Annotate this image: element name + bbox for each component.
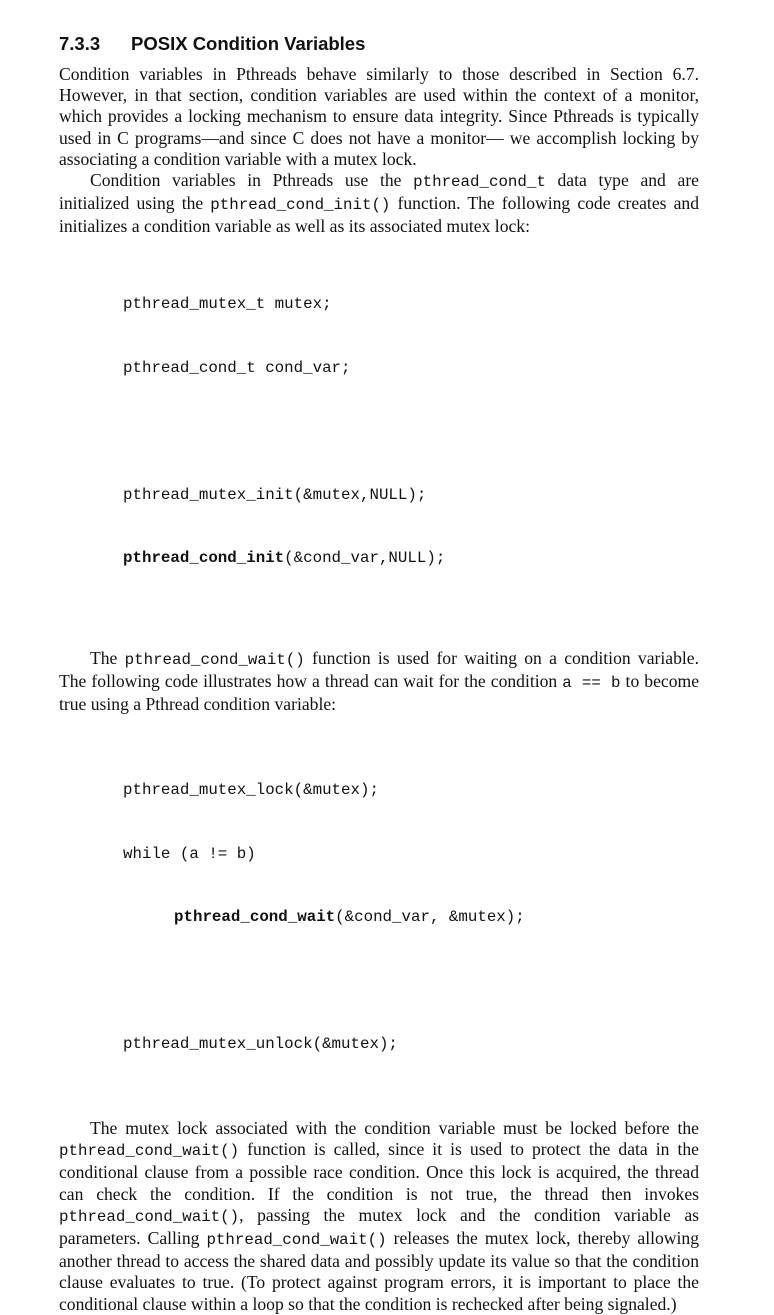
section-number: 7.3.3 (59, 33, 101, 54)
document-page (59, 30, 699, 1315)
section-heading (59, 30, 699, 58)
code-line: pthread_cond_t cond_var; (123, 358, 351, 377)
code-condition: a == b (562, 674, 621, 693)
code-line: pthread_cond_init(&cond_var,NULL); (123, 549, 446, 568)
section-title: POSIX Condition Variables (131, 33, 366, 54)
code-line: pthread_mutex_t mutex; (123, 295, 332, 314)
code-pthread-cond-wait: pthread_cond_wait() (124, 651, 305, 669)
code-line: pthread_mutex_lock(&mutex); (123, 781, 379, 800)
code-line: pthread_cond_wait(&cond_var, &mutex); (174, 908, 525, 927)
code-block-init (123, 252, 699, 612)
paragraph-wait: The pthread_cond_wait() function is used for waiting on a condition variable. The following code illustrates how a thread can wait for the condition a == b to become true using a Pthread condition variable: (59, 648, 699, 715)
code-line: while (a != b) (123, 844, 256, 863)
code-line: pthread_mutex_init(&mutex,NULL); (123, 485, 427, 504)
code-pthread-cond-init: pthread_cond_init() (210, 196, 391, 215)
code-line: pthread_mutex_unlock(&mutex); (123, 1035, 398, 1054)
code-pthread-cond-t: pthread_cond_t (413, 173, 546, 192)
paragraph-data-type: Condition variables in Pthreads use the pthread_cond_t data type and are initialized using the pthread_cond_init() function. The following code creates and initializes a condition variable as well as its associated mutex lock: (59, 170, 699, 237)
code-block-wait (123, 738, 699, 1098)
paragraph-intro: Condition variables in Pthreads behave similarly to those described in Section 6.7. However, in that section, condition variables are used within the context of a monitor, which provides a locking mechanism to ensure data integrity. Since Pthreads is typically used in C programs—and since C does not have a monitor— we accomplish locking by associating a condition variable with a mutex lock. (59, 64, 699, 169)
paragraph-explanation: The mutex lock associated with the condition variable must be locked before the pthread_cond_wait() function is called, since it is used to protect the data in the conditional clause from a possible race condition. Once this lock is acquired, the thread can check the condition. If the condition is not true, the thread then invokes pthread_cond_wait(), passing the mutex lock and the condition variable as parameters. Calling pthread_cond_wait() releases the mutex lock, thereby allowing another thread to access the shared data and possibly update its value so that the condition clause evaluates to true. (To protect against program errors, it is important to place the conditional clause within a loop so that the condition is rechecked after being signaled.) (59, 1117, 699, 1314)
